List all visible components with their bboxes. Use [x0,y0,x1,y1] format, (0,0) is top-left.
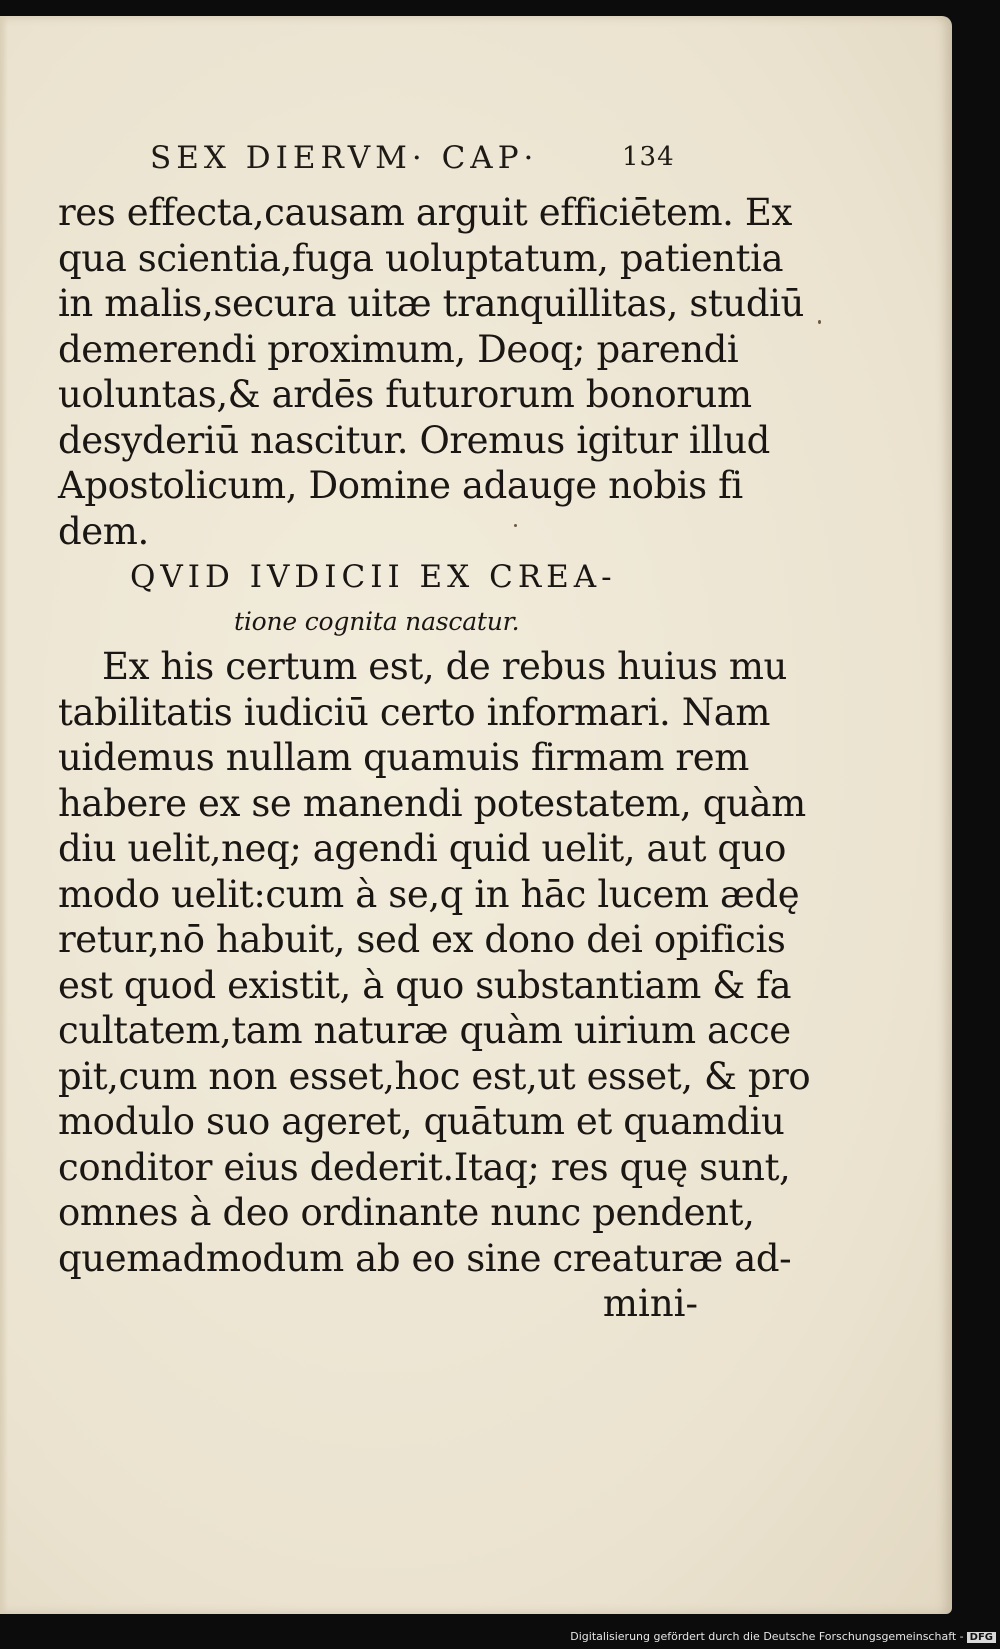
text-line: tabilitatis iudiciū certo informari. Nam [58,690,771,734]
text-line: modo uelit:cum à se,q in hāc lucem ædę [58,872,800,916]
text-line: cultatem,tam naturæ quàm uirium acce [58,1009,791,1052]
text-line: uidemus nullam quamuis firmam rem [58,736,749,779]
text-line: demerendi proximum, Deoq; parendi [58,327,739,371]
credit-text: Digitalisierung gefördert durch die Deutsche Forschungsgemeinschaft - [570,1630,964,1643]
text-line: uoluntas,& ardēs futurorum bonorum [58,373,752,416]
text-line: omnes à deo ordinante nunc pendent, [58,1191,755,1234]
text-line: dem. [58,509,149,553]
running-head-title: SEX DIERVM· CAP· [150,140,539,176]
text-block [58,190,811,1327]
section-subheading: tione cognita nascatur. [234,607,520,636]
dfg-logo: DFG [967,1632,996,1643]
text-line: res effecta,causam arguit efficiētem. Ex [58,191,792,234]
text-line: pit,cum non esset,hoc est,ut esset, & pro [58,1054,811,1098]
text-line: diu uelit,neq; agendi quid uelit, aut quo [58,827,787,870]
page-number: 134 [622,142,675,172]
paper-speck [818,320,821,324]
text-line: Ex his certum est, de rebus huius mu [102,645,787,688]
section-heading: QVID IVDICII EX CREA- [130,559,617,595]
digitization-credit [570,1630,996,1643]
page-gutter-shadow [0,16,8,1614]
text-line: est quod existit, à quo substantiam & fa [58,963,792,1007]
text-line: quemadmodum ab eo sine creaturæ ad- [58,1236,792,1280]
text-line: desyderiū nascitur. Oremus igitur illud [58,418,770,462]
text-line: in malis,secura uitæ tranquillitas, studiū [58,282,804,325]
catchword: mini- [602,1282,698,1325]
text-line: modulo suo ageret, quātum et quamdiu [58,1100,785,1143]
text-line: retur,nō habuit, sed ex dono dei opificis [58,918,786,961]
text-line: qua scientia,fuga uoluptatum, patientia [58,236,784,280]
text-line: habere ex se manendi potestatem, quàm [58,781,806,825]
running-head [150,140,690,180]
text-line: conditor eius dederit.Itaq; res quę sunt, [58,1145,791,1189]
text-line: Apostolicum, Domine adauge nobis fi [58,464,743,507]
